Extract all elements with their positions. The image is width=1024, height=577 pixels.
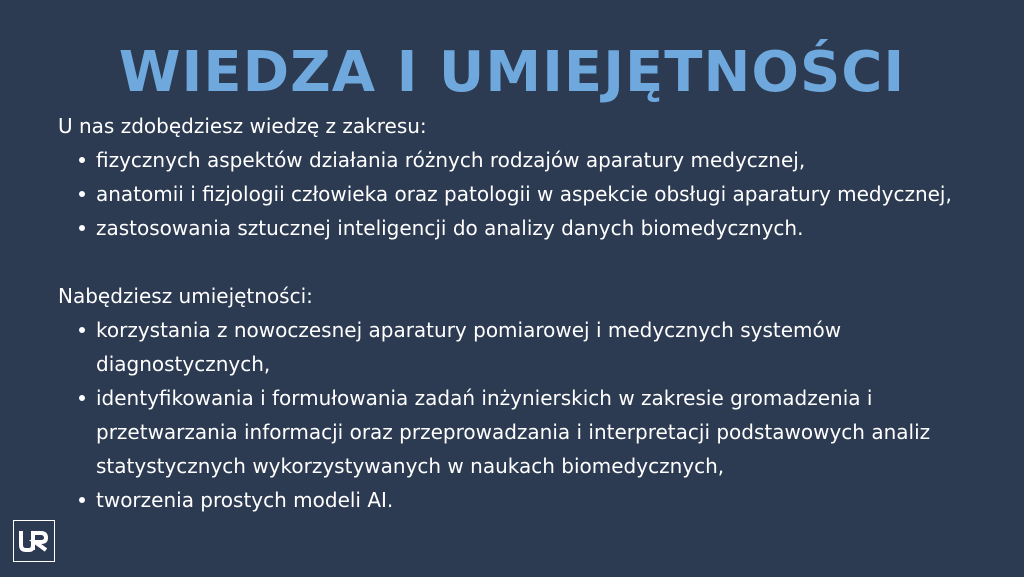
university-logo-icon bbox=[13, 520, 55, 562]
knowledge-heading: U nas zdobędziesz wiedzę z zakresu: bbox=[58, 114, 427, 138]
knowledge-item: zastosowania sztucznej inteligencji do analizy danych biomedycznych. bbox=[96, 211, 978, 245]
knowledge-list bbox=[58, 143, 978, 245]
skills-heading: Nabędziesz umiejętności: bbox=[58, 284, 313, 308]
skills-item: tworzenia prostych modeli AI. bbox=[96, 483, 978, 517]
skills-item: korzystania z nowoczesnej aparatury pomiarowej i medycznych systemów diagnostycznych, bbox=[96, 313, 978, 381]
knowledge-item: anatomii i fizjologii człowieka oraz patologii w aspekcie obsługi aparatury medycznej, bbox=[96, 177, 978, 211]
skills-list bbox=[58, 313, 978, 517]
slide-title: WIEDZA I UMIEJĘTNOŚCI bbox=[118, 40, 906, 105]
knowledge-item: fizycznych aspektów działania różnych rodzajów aparatury medycznej, bbox=[96, 143, 978, 177]
skills-item: identyfikowania i formułowania zadań inżynierskich w zakresie gromadzenia i przetwarzania informacji oraz przeprowadzania i interpretacji podstawowych analiz statystycznych wykorzystywanych w naukach biomedycznych, bbox=[96, 381, 978, 483]
section-spacer bbox=[58, 245, 978, 279]
slide-content bbox=[58, 109, 978, 517]
